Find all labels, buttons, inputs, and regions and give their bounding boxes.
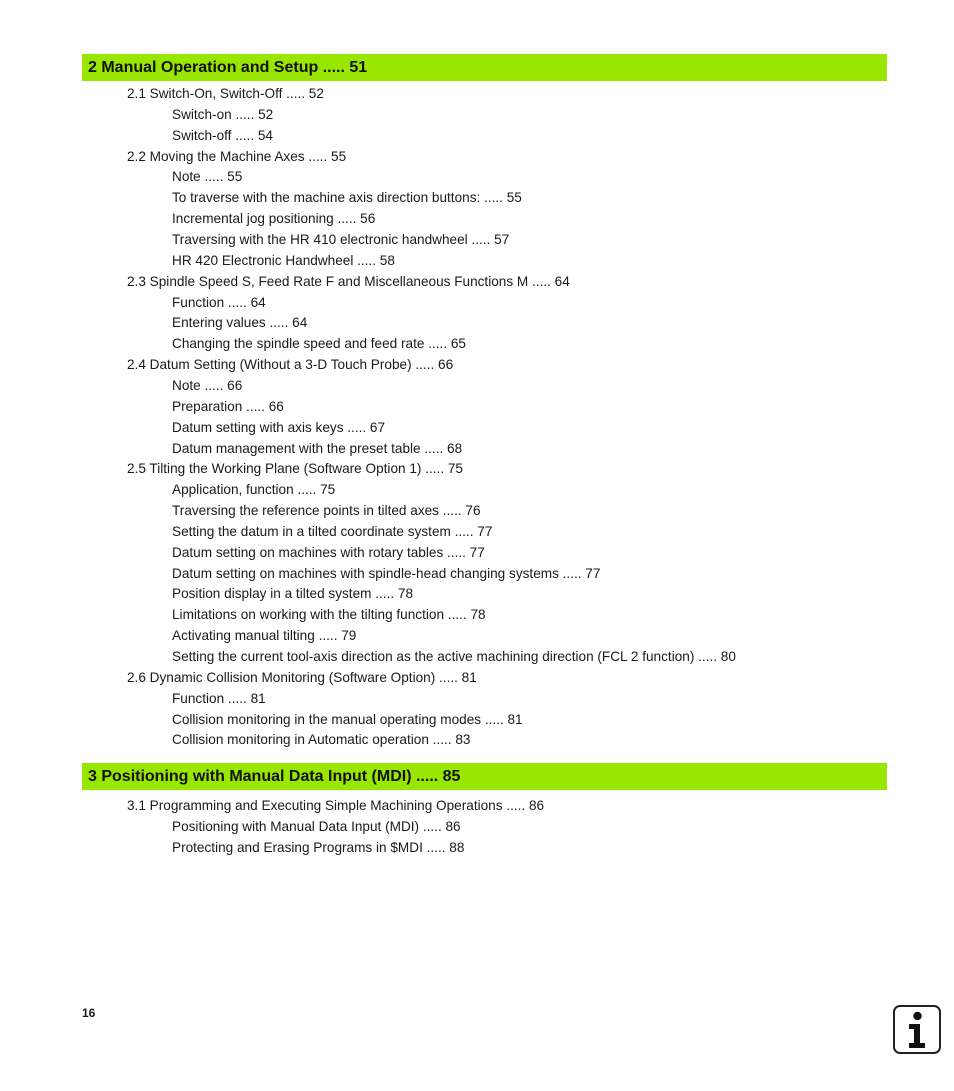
info-icon xyxy=(893,1005,941,1054)
toc-section-entry[interactable]: 2.1 Switch-On, Switch-Off ..... 52 xyxy=(127,86,324,101)
toc-subsection-entry[interactable]: Traversing with the HR 410 electronic handwheel ..... 57 xyxy=(172,232,510,247)
toc-subsection-entry[interactable]: Collision monitoring in the manual operating modes ..... 81 xyxy=(172,711,523,727)
toc-subsection-entry[interactable]: HR 420 Electronic Handwheel ..... 58 xyxy=(172,252,395,268)
toc-subsection-entry[interactable]: Preparation ..... 66 xyxy=(172,398,284,414)
toc-subsection-entry[interactable]: Collision monitoring in Automatic operation ..... 83 xyxy=(172,732,471,748)
toc-subsection-entry[interactable]: Function ..... 81 xyxy=(172,690,266,706)
toc-subsection-entry[interactable]: Traversing the reference points in tilted axes ..... 76 xyxy=(172,503,481,518)
toc-section-entry[interactable]: 3.1 Programming and Executing Simple Machining Operations ..... 86 xyxy=(127,798,545,813)
page-number: 16 xyxy=(82,1006,96,1020)
toc-subsection-entry[interactable]: To traverse with the machine axis direction buttons: ..... 55 xyxy=(172,190,522,206)
chapter-heading[interactable]: 2 Manual Operation and Setup ..... 51 xyxy=(82,54,887,81)
toc-section-entry[interactable]: 2.6 Dynamic Collision Monitoring (Software Option) ..... 81 xyxy=(127,669,477,685)
toc-subsection-entry[interactable]: Application, function ..... 75 xyxy=(172,482,336,498)
toc-section-entry[interactable]: 2.4 Datum Setting (Without a 3-D Touch Probe) ..... 66 xyxy=(127,357,454,373)
toc-subsection-entry[interactable]: Setting the datum in a tilted coordinate system ..... 77 xyxy=(172,523,493,539)
toc-subsection-entry[interactable]: Setting the current tool-axis direction as the active machining direction (FCL 2 function) ..... 80 xyxy=(172,649,736,664)
toc-subsection-entry[interactable]: Datum setting on machines with rotary tables ..... 77 xyxy=(172,544,485,560)
toc-subsection-entry[interactable]: Switch-off ..... 54 xyxy=(172,127,273,143)
chapter-heading[interactable]: 3 Positioning with Manual Data Input (MDI) ..... 85 xyxy=(82,763,887,790)
toc-subsection-entry[interactable]: Positioning with Manual Data Input (MDI) ..... 86 xyxy=(172,818,461,834)
toc-subsection-entry[interactable]: Protecting and Erasing Programs in $MDI ..... 88 xyxy=(172,839,465,855)
toc-subsection-entry[interactable]: Note ..... 55 xyxy=(172,169,243,185)
toc-section-entry[interactable]: 2.2 Moving the Machine Axes ..... 55 xyxy=(127,148,347,164)
toc-subsection-entry[interactable]: Entering values ..... 64 xyxy=(172,315,308,331)
toc-subsection-entry[interactable]: Note ..... 66 xyxy=(172,377,243,393)
toc-subsection-entry[interactable]: Function ..... 64 xyxy=(172,294,266,310)
toc-subsection-entry[interactable]: Switch-on ..... 52 xyxy=(172,106,274,122)
toc-subsection-entry[interactable]: Limitations on working with the tilting function ..... 78 xyxy=(172,607,486,623)
toc-subsection-entry[interactable]: Datum management with the preset table ..... 68 xyxy=(172,440,463,456)
toc-section-entry[interactable]: 2.5 Tilting the Working Plane (Software Option 1) ..... 75 xyxy=(127,461,463,477)
toc-subsection-entry[interactable]: Datum setting with axis keys ..... 67 xyxy=(172,419,386,435)
toc-section-entry[interactable]: 2.3 Spindle Speed S, Feed Rate F and Miscellaneous Functions M ..... 64 xyxy=(127,273,570,289)
toc-subsection-entry[interactable]: Position display in a tilted system ..... 78 xyxy=(172,586,414,602)
toc-subsection-entry[interactable]: Incremental jog positioning ..... 56 xyxy=(172,211,376,227)
toc-subsection-entry[interactable]: Changing the spindle speed and feed rate ..... 65 xyxy=(172,336,466,352)
toc-subsection-entry[interactable]: Datum setting on machines with spindle-head changing systems ..... 77 xyxy=(172,565,601,581)
toc-subsection-entry[interactable]: Activating manual tilting ..... 79 xyxy=(172,628,357,644)
